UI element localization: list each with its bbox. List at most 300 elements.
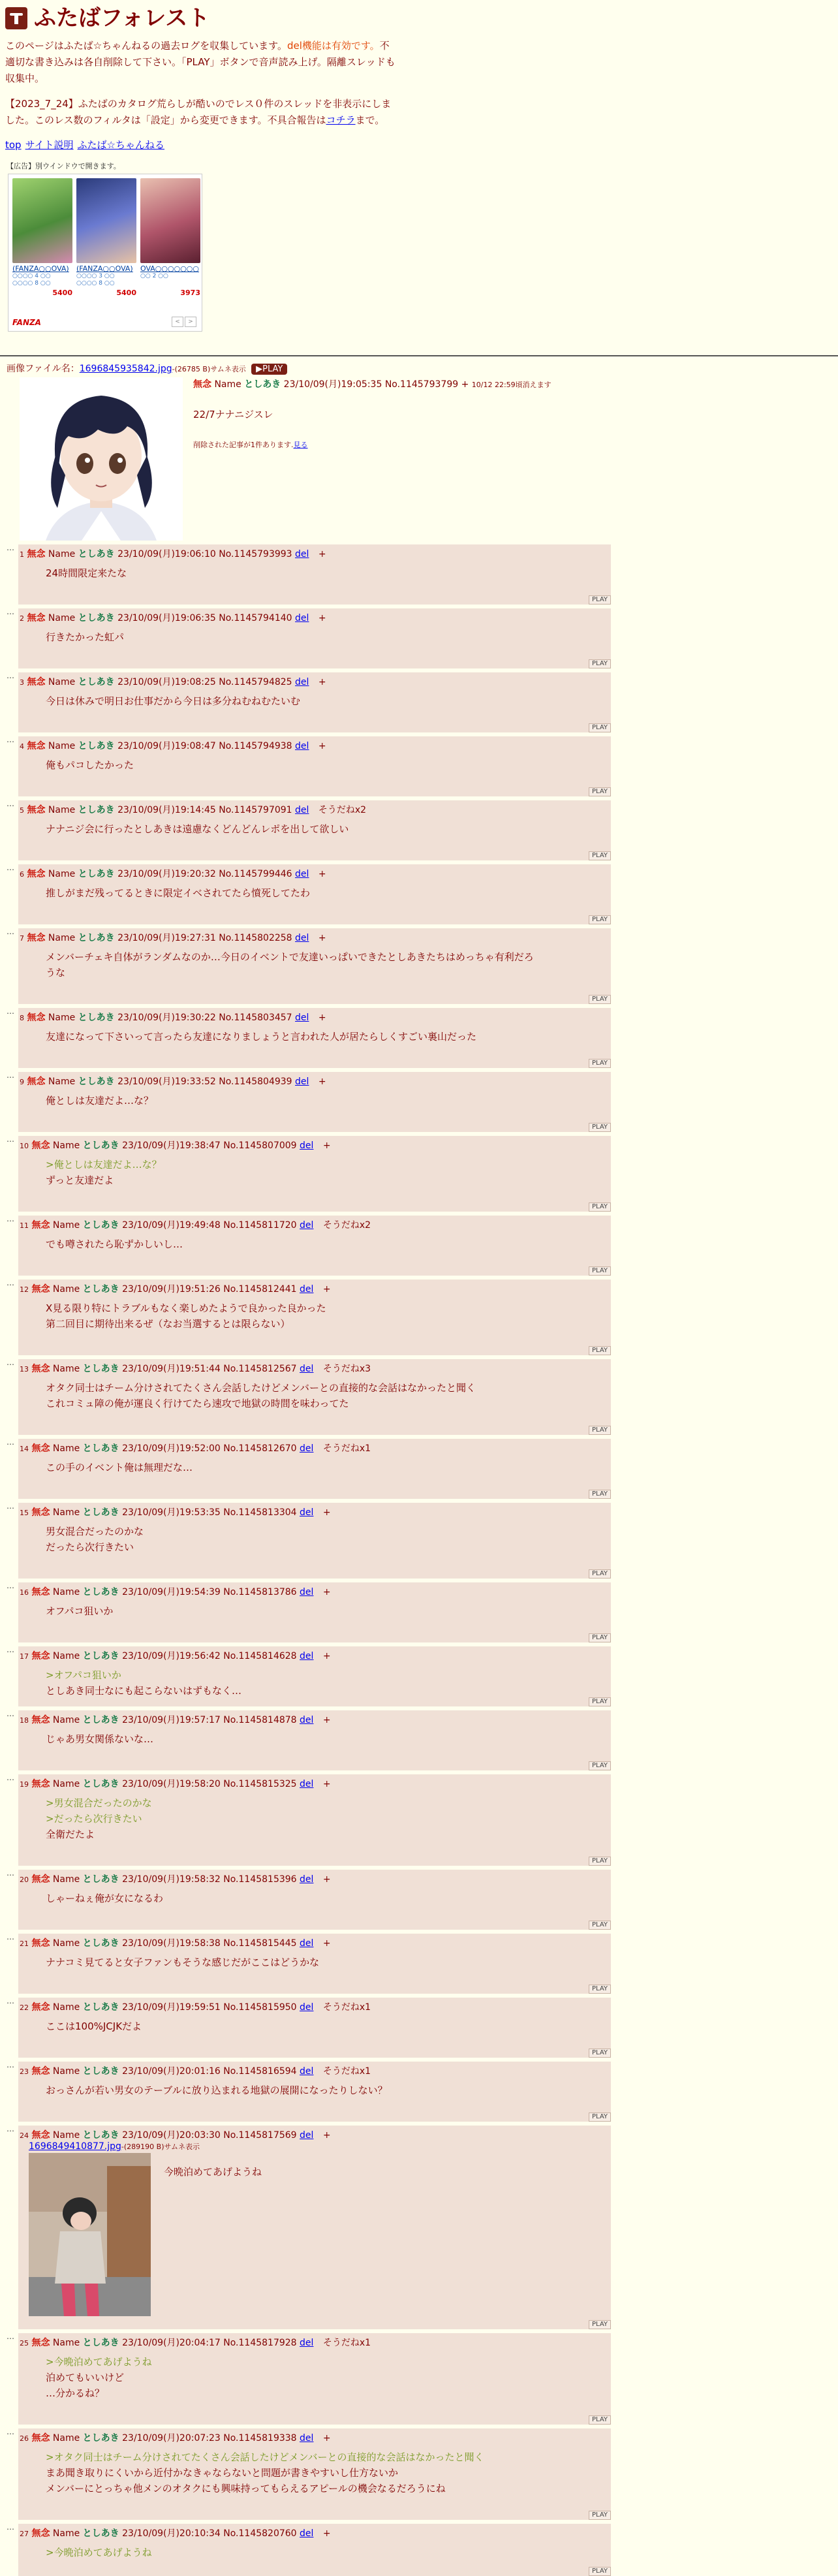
- plus-button[interactable]: +: [322, 1587, 331, 1597]
- plus-button[interactable]: +: [322, 1651, 331, 1661]
- reply-dots: …: [7, 1135, 14, 1144]
- reply-header: [18, 1936, 611, 1949]
- reply-post: [7, 1278, 611, 1355]
- reply-line: メンバーチェキ自体がランダムなのか…今日のイベントで友達いっぱいできたとしあきたちはめっちゃ有利だろ: [46, 951, 534, 963]
- reply-index: 6: [20, 870, 24, 879]
- plus-button[interactable]: +: [322, 1779, 331, 1789]
- reply-post: [7, 735, 611, 796]
- play-button[interactable]: PLAY: [589, 2049, 611, 2058]
- reply-body: [18, 2077, 611, 2101]
- ad-thumbnail[interactable]: [76, 178, 136, 263]
- reply-body: [18, 1152, 611, 1191]
- reply-datetime: 23/10/09(月)19:54:39: [122, 1587, 221, 1597]
- name-label: Name: [52, 1938, 80, 1949]
- reply-post: [7, 2427, 611, 2520]
- sodane-count[interactable]: そうだねx3: [322, 1364, 371, 1374]
- reply-post: [7, 1437, 611, 1499]
- play-button[interactable]: PLAY: [589, 2567, 611, 2576]
- plus-button[interactable]: +: [318, 549, 326, 559]
- site-title: [5, 5, 833, 31]
- play-button[interactable]: PLAY: [589, 1346, 611, 1355]
- reply-dots: …: [7, 1501, 14, 1511]
- reply-line: 今日は休みで明日お仕事だから今日は多分ねむねむたいむ: [46, 695, 301, 707]
- reply-post: [7, 927, 611, 1004]
- reply-name: としあき: [82, 1443, 119, 1454]
- play-button[interactable]: PLAY: [589, 787, 611, 796]
- plus-button[interactable]: +: [322, 1938, 331, 1949]
- reply-dots: …: [7, 1358, 14, 1367]
- reply-datetime: 23/10/09(月)19:33:52: [117, 1076, 216, 1087]
- nav-links: [5, 138, 833, 151]
- reply-body: [18, 1885, 611, 1909]
- reply-index: 24: [20, 2131, 29, 2140]
- reply-post: [7, 863, 611, 924]
- play-button[interactable]: PLAY: [589, 1921, 611, 1930]
- reply-subject: 無念: [31, 2130, 50, 2141]
- reply-name: としあき: [78, 1076, 115, 1087]
- reply-datetime: 23/10/09(月)19:51:26: [122, 1284, 221, 1295]
- reply-quote: >オタク同士はチーム分けされてたくさん会話したけどメンバーとの直接的な会話はなかったと聞く: [46, 2451, 484, 2463]
- reply-line: これコミュ障の俺が運良く行けてたら速攻で地獄の時間を味わってた: [46, 1398, 349, 1409]
- plus-button[interactable]: +: [318, 1013, 326, 1023]
- reply-line: 俺もパコしたかった: [46, 759, 134, 771]
- name-label: Name: [48, 549, 76, 559]
- reply-line: しゃーねぇ俺が女になるわ: [46, 1893, 164, 1904]
- play-button[interactable]: PLAY: [589, 659, 611, 668]
- reply-number: No.1145813304: [223, 1507, 297, 1518]
- name-label: Name: [48, 1013, 76, 1023]
- reply-subject: 無念: [31, 2528, 50, 2539]
- reply-body: [18, 1949, 611, 1973]
- reply-header: [18, 547, 611, 560]
- del-link[interactable]: del: [300, 1364, 314, 1374]
- reply-line: 男女混合だったのかな: [46, 1526, 144, 1537]
- reply-post: [7, 2124, 611, 2329]
- reply-index: 7: [20, 934, 24, 943]
- reply-number: No.1145802258: [219, 933, 292, 943]
- sodane-count[interactable]: そうだねx2: [322, 1220, 371, 1231]
- reply-datetime: 23/10/09(月)19:49:48: [122, 1220, 221, 1231]
- op-expire: 10/12 22:59頃消えます: [471, 381, 551, 389]
- reply-index: 25: [20, 2339, 29, 2348]
- reply-post: [7, 1996, 611, 2058]
- reply-line: ナナニジ会に行ったとしあきは遠慮なくどんどんレポを出して欲しい: [46, 823, 349, 835]
- del-link[interactable]: del: [295, 613, 309, 623]
- reply-dots: …: [7, 2522, 14, 2532]
- del-link[interactable]: del: [295, 805, 309, 815]
- reply-subject: 無念: [31, 1779, 50, 1789]
- sodane-count[interactable]: そうだねx1: [322, 1443, 371, 1454]
- desc-text-1a: このページはふたば☆ちゃんねるの過去ログを収集しています。: [5, 40, 287, 52]
- plus-button[interactable]: +: [322, 2130, 331, 2141]
- ad-item[interactable]: [12, 178, 72, 297]
- op-name: としあき: [244, 379, 281, 390]
- play-button[interactable]: PLAY: [589, 1123, 611, 1132]
- del-link[interactable]: del: [300, 2338, 314, 2348]
- reply-datetime: 23/10/09(月)20:01:16: [122, 2066, 221, 2077]
- reply-datetime: 23/10/09(月)19:20:32: [117, 869, 216, 879]
- reply-post: [7, 1868, 611, 1930]
- reply-header: [18, 1075, 611, 1088]
- reply-number: No.1145799446: [219, 869, 292, 879]
- del-link[interactable]: del: [300, 1140, 314, 1151]
- del-link[interactable]: del: [300, 1220, 314, 1231]
- reply-header: [18, 675, 611, 688]
- reply-dots: …: [7, 1007, 14, 1016]
- name-label: Name: [52, 2066, 80, 2077]
- name-label: Name: [52, 1715, 80, 1725]
- reply-dots: …: [7, 1437, 14, 1447]
- name-label: Name: [52, 2338, 80, 2348]
- reply-number: No.1145812441: [223, 1284, 297, 1295]
- reply-line: 友達になって下さいって言ったら友達になりましょうと言われた人が居たらしくすごい裏山だった: [46, 1031, 477, 1043]
- op-info: [193, 377, 551, 541]
- reply-line: うな: [46, 967, 66, 979]
- plus-button[interactable]: +: [318, 1076, 326, 1087]
- plus-button[interactable]: +: [322, 1715, 331, 1725]
- reply-line: としあき同士なにも起こらないはずもなく…: [46, 1685, 242, 1697]
- play-button[interactable]: PLAY: [589, 1633, 611, 1642]
- name-label: Name: [52, 1443, 80, 1454]
- reply-header: [18, 2128, 611, 2141]
- name-label: Name: [48, 741, 76, 751]
- reply-body: [18, 1088, 611, 1111]
- reply-line: じゃあ男女関係ないな…: [46, 1733, 154, 1745]
- plus-button[interactable]: +: [322, 1874, 331, 1885]
- del-link[interactable]: del: [300, 1443, 314, 1454]
- sodane-count[interactable]: そうだねx1: [322, 2066, 371, 2077]
- reply-subject: 無念: [31, 1651, 50, 1661]
- reply-line: ここは100%JCJKだよ: [46, 2020, 142, 2032]
- reply-dots: …: [7, 799, 14, 808]
- del-link[interactable]: del: [300, 1651, 314, 1661]
- name-label: Name: [52, 1284, 80, 1295]
- reply-post: [7, 1645, 611, 1706]
- del-link[interactable]: del: [300, 1715, 314, 1725]
- plus-button[interactable]: +: [322, 2433, 331, 2443]
- name-label: Name: [52, 1874, 80, 1885]
- ad-pager: [172, 317, 196, 327]
- reply-header: [18, 867, 611, 880]
- ad-item-price: 5400: [116, 289, 136, 297]
- play-button[interactable]: PLAY: [589, 851, 611, 860]
- op-number: No.1145793799: [384, 379, 459, 390]
- reply-header: [18, 1649, 611, 1662]
- reply-post: [7, 1932, 611, 1994]
- del-link[interactable]: del: [300, 2130, 314, 2141]
- del-link[interactable]: del: [300, 2528, 314, 2539]
- play-button[interactable]: PLAY: [589, 1569, 611, 1579]
- reply-post: [7, 799, 611, 860]
- reply-header: [18, 1505, 611, 1518]
- reply-dots: …: [7, 2124, 14, 2133]
- name-label: Name: [48, 1076, 76, 1087]
- plus-button[interactable]: +: [322, 2528, 331, 2539]
- reply-name: としあき: [82, 1874, 119, 1885]
- plus-button[interactable]: +: [318, 869, 326, 879]
- reply-datetime: 23/10/09(月)19:58:38: [122, 1938, 221, 1949]
- reply-post: [7, 1581, 611, 1642]
- reply-dots: …: [7, 1581, 14, 1590]
- del-link[interactable]: del: [300, 1874, 314, 1885]
- bug-report-link[interactable]: コチラ: [326, 114, 356, 126]
- reply-number: No.1145817569: [223, 2130, 297, 2141]
- reply-header: [18, 1777, 611, 1790]
- op-play-button[interactable]: ▶PLAY: [251, 364, 287, 375]
- play-button[interactable]: PLAY: [589, 1426, 611, 1435]
- plus-button[interactable]: +: [318, 613, 326, 623]
- reply-subject: 無念: [31, 2338, 50, 2348]
- op-header: [193, 377, 551, 390]
- name-label: Name: [52, 1220, 80, 1231]
- ad-item-meta: ○○○○ 3 ○○ ○○○○ 8 ○○: [76, 273, 115, 287]
- reply-name: としあき: [78, 869, 115, 879]
- reply-body: [18, 752, 611, 776]
- reply-body: [18, 944, 611, 983]
- reply-number: No.1145820760: [223, 2528, 297, 2539]
- del-link[interactable]: del: [300, 1779, 314, 1789]
- sodane-count[interactable]: そうだねx1: [322, 2002, 371, 2013]
- del-link[interactable]: del: [295, 741, 309, 751]
- play-button[interactable]: PLAY: [589, 1266, 611, 1276]
- reply-number: No.1145814878: [223, 1715, 297, 1725]
- play-button[interactable]: PLAY: [589, 995, 611, 1004]
- play-button[interactable]: PLAY: [589, 2415, 611, 2425]
- reply-post: [7, 2522, 611, 2576]
- play-button[interactable]: PLAY: [589, 595, 611, 605]
- reply-header: [18, 1011, 611, 1024]
- ad-item-meta: ○○ 2 ○○: [140, 273, 168, 279]
- reply-subject: 無念: [31, 1938, 50, 1949]
- name-label: Name: [48, 613, 76, 623]
- reply-file-size: -(289190 B): [121, 2143, 164, 2151]
- reply-number: No.1145819338: [223, 2433, 297, 2443]
- nav-about-link[interactable]: サイト説明: [25, 139, 74, 151]
- del-link[interactable]: del: [300, 2433, 314, 2443]
- reply-name: としあき: [78, 741, 115, 751]
- reply-index: 15: [20, 1509, 29, 1517]
- play-button[interactable]: PLAY: [589, 1202, 611, 1212]
- play-button[interactable]: PLAY: [589, 1857, 611, 1866]
- ad-item-meta: ○○○○ 4 ○○ ○○○○ 8 ○○: [12, 273, 51, 287]
- del-link[interactable]: del: [300, 2066, 314, 2077]
- site-description: [5, 38, 397, 87]
- reply-index: 13: [20, 1365, 29, 1374]
- reply-line: オフパコ狙いか: [46, 1605, 114, 1617]
- plus-button[interactable]: +: [318, 677, 326, 687]
- reply-quote: >男女混合だったのかな: [46, 1797, 152, 1809]
- reply-post: [7, 1007, 611, 1068]
- reply-name: としあき: [82, 2066, 119, 2077]
- sodane-count[interactable]: そうだねx1: [322, 2338, 371, 2348]
- plus-button[interactable]: +: [318, 933, 326, 943]
- play-button[interactable]: PLAY: [589, 915, 611, 924]
- reply-name: としあき: [82, 1507, 119, 1518]
- reply-name: としあき: [82, 2002, 119, 2013]
- play-button[interactable]: PLAY: [589, 2511, 611, 2520]
- sodane-count[interactable]: そうだねx2: [318, 805, 367, 815]
- reply-datetime: 23/10/09(月)20:07:23: [122, 2433, 221, 2443]
- reply-index: 17: [20, 1652, 29, 1661]
- reply-post: [7, 1071, 611, 1132]
- reply-line: だったら次行きたい: [46, 1541, 134, 1553]
- reply-index: 11: [20, 1221, 29, 1230]
- reply-index: 18: [20, 1716, 29, 1725]
- reply-quote: >オフパコ狙いか: [46, 1669, 121, 1681]
- plus-button[interactable]: +: [322, 1140, 331, 1151]
- reply-header: [18, 2000, 611, 2013]
- reply-index: 27: [20, 2530, 29, 2538]
- ad-item[interactable]: [140, 178, 200, 297]
- reply-datetime: 23/10/09(月)19:06:10: [117, 549, 216, 559]
- del-link[interactable]: del: [295, 1076, 309, 1087]
- reply-body: [18, 560, 611, 584]
- ad-item-name[interactable]: (FANZA○○OVA): [12, 264, 69, 273]
- show-deleted-link[interactable]: 見る: [293, 441, 308, 449]
- reply-subject: 無念: [27, 613, 46, 623]
- reply-text: [164, 2165, 262, 2316]
- name-label: Name: [52, 1364, 80, 1374]
- reply-post: [7, 1501, 611, 1579]
- reply-number: No.1145816594: [223, 2066, 297, 2077]
- reply-datetime: 23/10/09(月)19:27:31: [117, 933, 216, 943]
- reply-name: としあき: [78, 613, 115, 623]
- reply-body: [18, 1790, 611, 1845]
- reply-name: としあき: [82, 2528, 119, 2539]
- reply-dots: …: [7, 863, 14, 872]
- notice-text: 【2023_7_24】ふたばのカタログ荒らしが酷いのでレス０件のスレッドを非表示にしました。このレス数のフィルタは「設定」から変更できます。不具合報告は: [5, 98, 392, 126]
- reply-name: としあき: [82, 1651, 119, 1661]
- reply-datetime: 23/10/09(月)19:59:51: [122, 2002, 221, 2013]
- play-button[interactable]: PLAY: [589, 2113, 611, 2122]
- reply-header: [18, 931, 611, 944]
- reply-body: [18, 816, 611, 840]
- reply-datetime: 23/10/09(月)19:06:35: [117, 613, 216, 623]
- ad-next-button[interactable]: >: [185, 317, 196, 327]
- ad-item-name[interactable]: (FANZA○○OVA): [76, 264, 133, 273]
- reply-name: としあき: [78, 805, 115, 815]
- reply-subject: 無念: [31, 1284, 50, 1295]
- del-link[interactable]: del: [295, 677, 309, 687]
- ad-item[interactable]: [76, 178, 136, 297]
- plus-button[interactable]: +: [322, 1507, 331, 1518]
- reply-body: [18, 624, 611, 648]
- header-divider: [0, 355, 838, 356]
- reply-header: [18, 2336, 611, 2349]
- del-link[interactable]: del: [295, 869, 309, 879]
- op-file-size: -(26785 B): [172, 365, 211, 373]
- reply-dots: …: [7, 1996, 14, 2005]
- reply-datetime: 23/10/09(月)19:08:25: [117, 677, 216, 687]
- reply-name: としあき: [78, 677, 115, 687]
- reply-subject: 無念: [31, 1364, 50, 1374]
- reply-line: この手のイベント俺は無理だな…: [46, 1462, 193, 1473]
- reply-quote: >今晩泊めてあげようね: [46, 2547, 152, 2558]
- ad-item-name[interactable]: OVA○○○○○○○: [140, 264, 199, 273]
- del-link[interactable]: del: [295, 549, 309, 559]
- reply-dots: …: [7, 671, 14, 680]
- reply-datetime: 23/10/09(月)19:58:32: [122, 1874, 221, 1885]
- del-link[interactable]: del: [300, 1938, 314, 1949]
- reply-image[interactable]: [29, 2153, 151, 2316]
- reply-index: 21: [20, 1940, 29, 1948]
- op-datetime: 23/10/09(月)19:05:35: [283, 379, 382, 390]
- reply-body: [18, 2444, 611, 2499]
- ad-thumbnail[interactable]: [12, 178, 72, 263]
- reply-subject: 無念: [27, 549, 46, 559]
- reply-datetime: 23/10/09(月)19:08:47: [117, 741, 216, 751]
- reply-post: [7, 671, 611, 732]
- ad-prev-button[interactable]: <: [172, 317, 183, 327]
- torii-logo-icon: [5, 7, 27, 29]
- play-button[interactable]: PLAY: [589, 1697, 611, 1706]
- reply-post: [7, 1773, 611, 1866]
- del-link[interactable]: del: [300, 1587, 314, 1597]
- del-link[interactable]: del: [300, 1507, 314, 1518]
- reply-number: No.1145813786: [223, 1587, 297, 1597]
- play-button[interactable]: PLAY: [589, 1059, 611, 1068]
- reply-number: No.1145812670: [223, 1443, 297, 1454]
- op-text: 22/7ナナニジスレ: [193, 409, 273, 420]
- name-label: Name: [52, 1651, 80, 1661]
- reply-dots: …: [7, 543, 14, 552]
- reply-post: [7, 543, 611, 605]
- deleted-note: [193, 439, 551, 450]
- play-button[interactable]: PLAY: [589, 1490, 611, 1499]
- reply-file-link[interactable]: 1696849410877.jpg: [29, 2141, 121, 2152]
- plus-button[interactable]: +: [318, 741, 326, 751]
- reply-header: [18, 739, 611, 752]
- play-button[interactable]: PLAY: [589, 1985, 611, 1994]
- reply-dots: …: [7, 2427, 14, 2436]
- reply-post: [7, 1358, 611, 1435]
- plus-button[interactable]: +: [322, 1284, 331, 1295]
- ad-box: [8, 174, 202, 332]
- del-link[interactable]: del: [295, 933, 309, 943]
- name-label: Name: [52, 1507, 80, 1518]
- reply-dots: …: [7, 1868, 14, 1877]
- reply-header: [18, 2064, 611, 2077]
- del-link[interactable]: del: [300, 2002, 314, 2013]
- reply-name: としあき: [82, 1364, 119, 1374]
- reply-post: [7, 1709, 611, 1770]
- reply-header: [18, 1872, 611, 1885]
- reply-list: [0, 544, 838, 2576]
- reply-header: [18, 1585, 611, 1598]
- reply-index: 5: [20, 806, 24, 815]
- play-button[interactable]: PLAY: [589, 2320, 611, 2329]
- del-link[interactable]: del: [295, 1013, 309, 1023]
- reply-number: No.1145815325: [223, 1779, 297, 1789]
- del-link[interactable]: del: [300, 1284, 314, 1295]
- op-plus-button[interactable]: +: [461, 379, 469, 390]
- reply-body: [18, 1598, 611, 1622]
- reply-number: No.1145803457: [219, 1013, 292, 1023]
- play-button[interactable]: PLAY: [589, 1761, 611, 1770]
- name-label: Name: [52, 1587, 80, 1597]
- nav-top-link[interactable]: top: [5, 139, 22, 151]
- play-button[interactable]: PLAY: [589, 723, 611, 732]
- op-file-link[interactable]: 1696845935842.jpg: [79, 364, 172, 374]
- reply-body: [18, 1375, 611, 1414]
- reply-name: としあき: [82, 1284, 119, 1295]
- reply-body: [18, 2013, 611, 2037]
- fanza-logo: FANZA: [12, 318, 41, 327]
- op-image[interactable]: [20, 377, 183, 541]
- reply-header: [18, 1713, 611, 1726]
- ad-thumbnail[interactable]: [140, 178, 200, 263]
- nav-futaba-link[interactable]: ふたば☆ちゃんねる: [77, 139, 164, 151]
